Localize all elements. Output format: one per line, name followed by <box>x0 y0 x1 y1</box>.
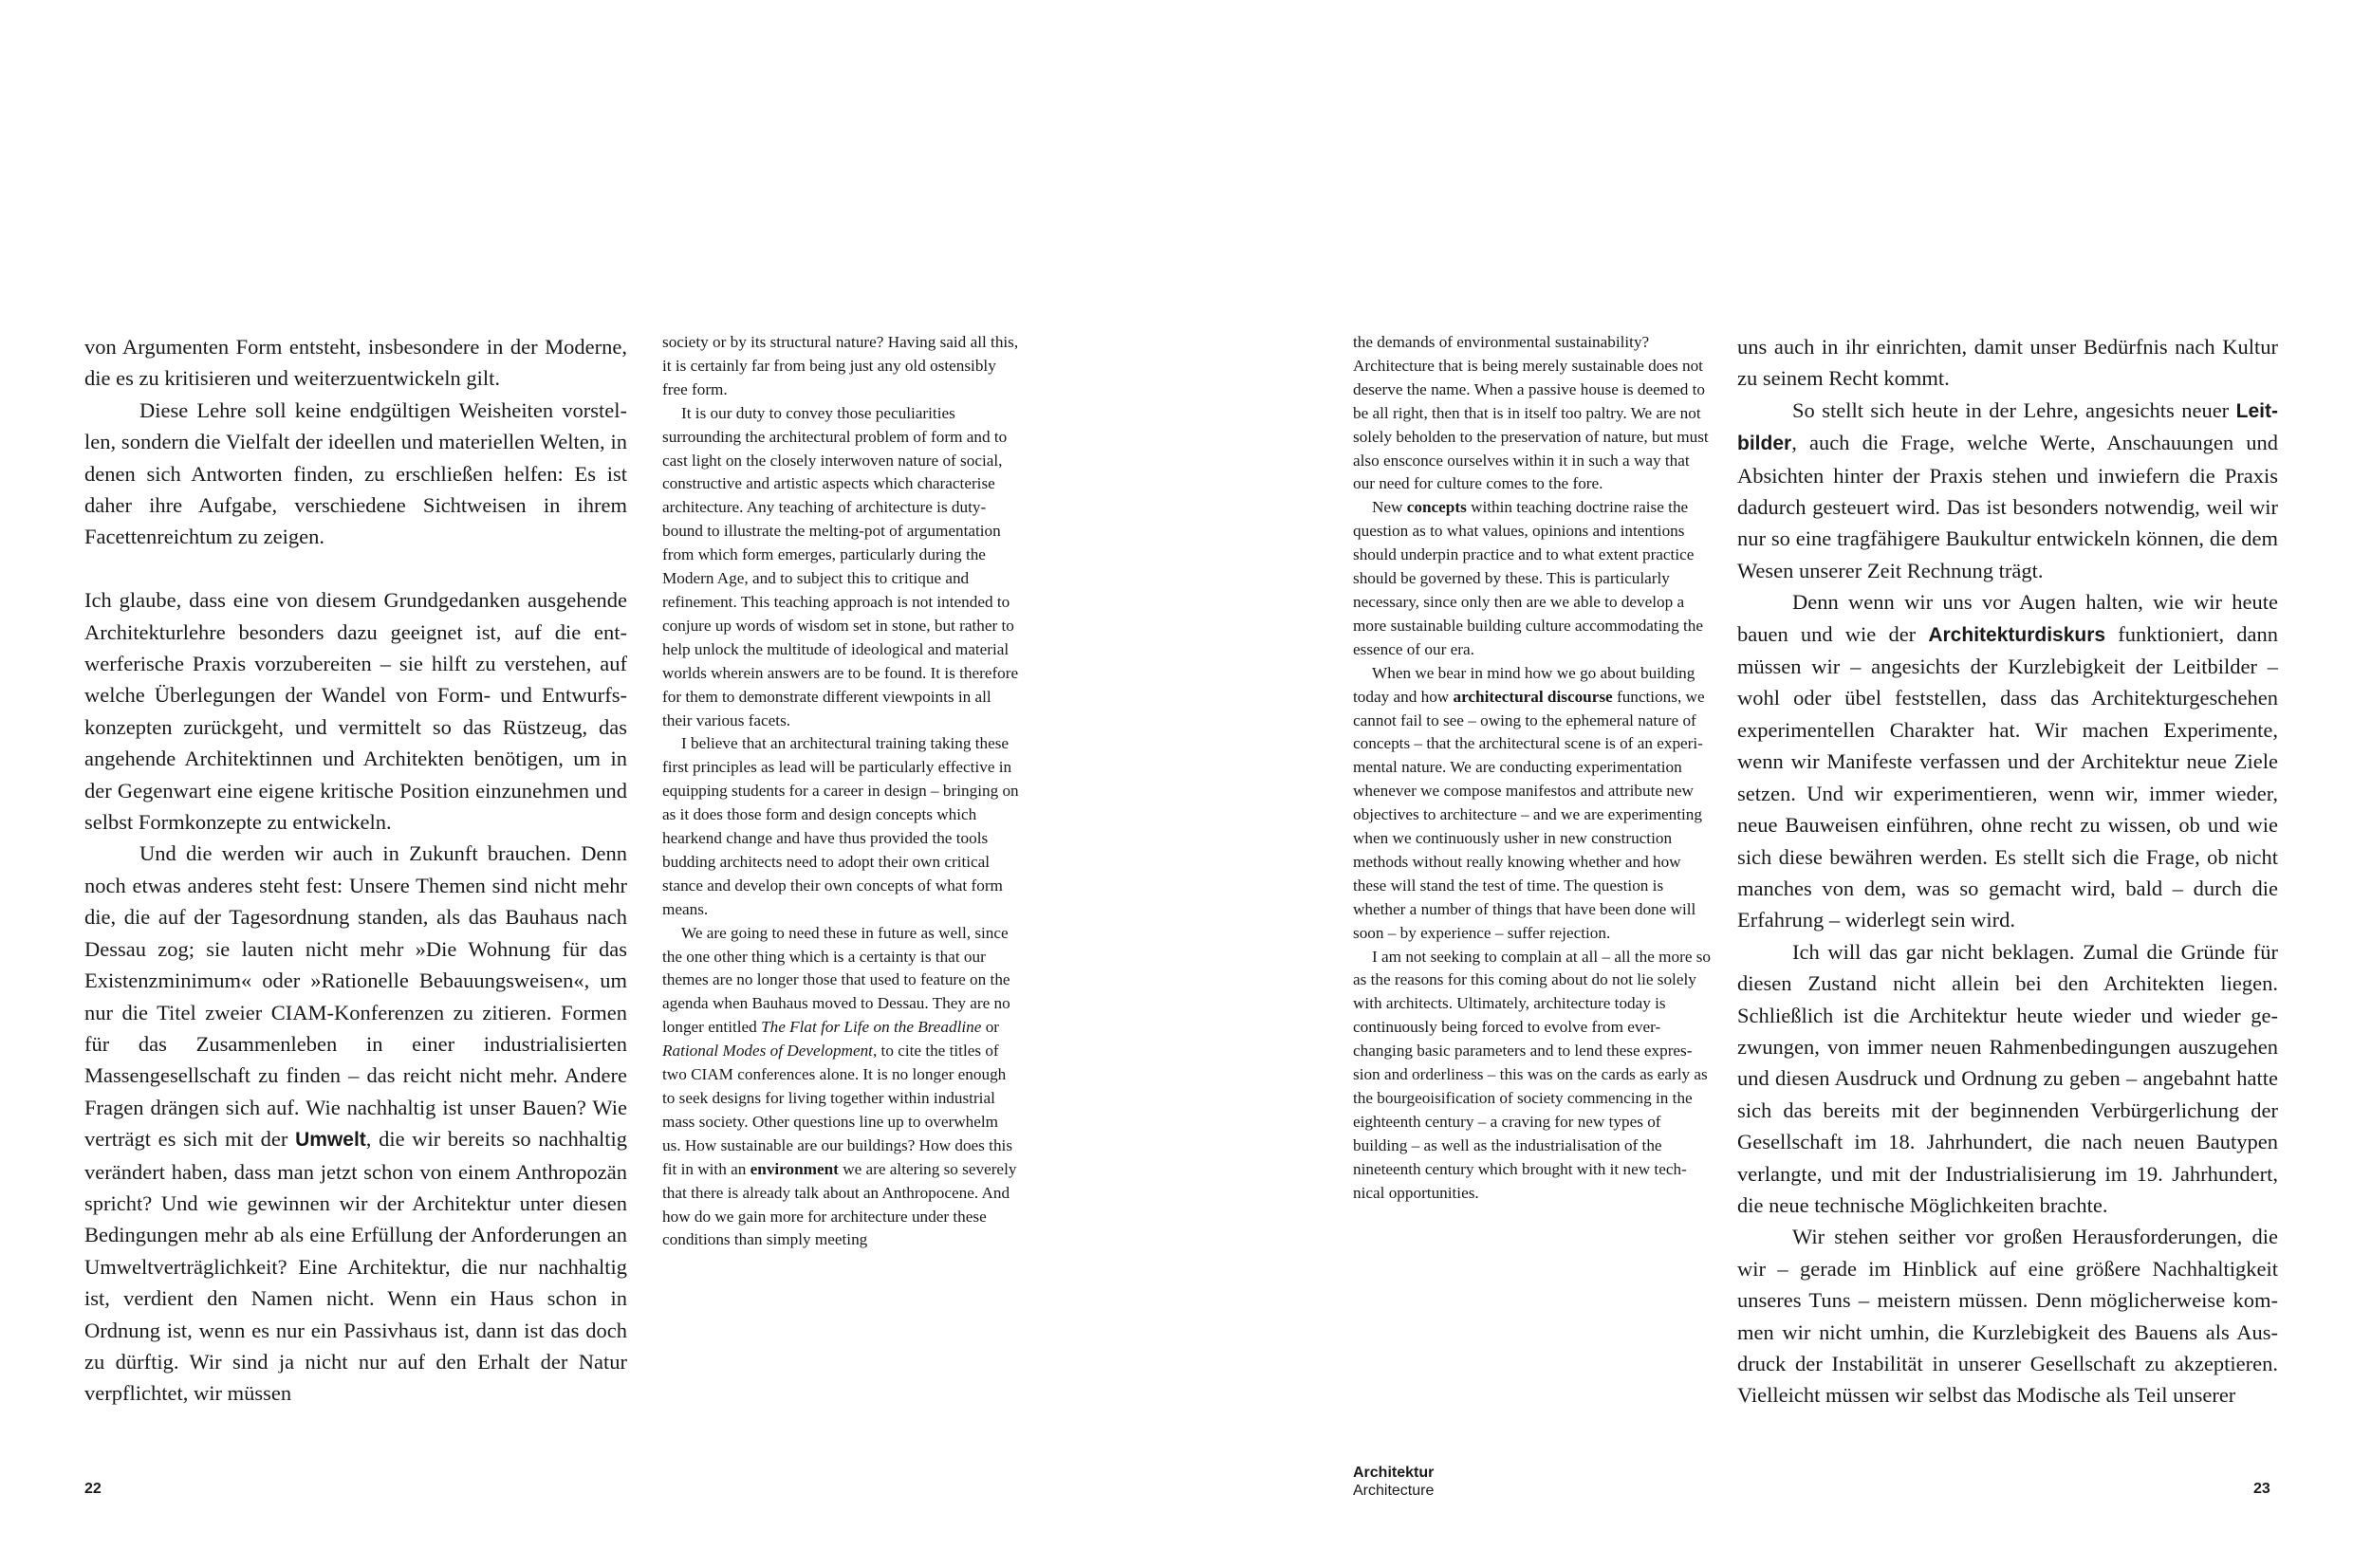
paragraph-text: New <box>1372 498 1407 517</box>
left-german-column <box>84 331 627 1410</box>
paragraph: I am not seeking to complain at all – all the more so as the reasons for this coming about do not lie solely with architects. Ultimately, architecture today is continuously being forced to evolve from ever-changing basic parameters and to lend these expression and orderliness – this was on the cards as early as the bourgeoisification of society commencing in the eighteenth century – a craving for new types of building – as well as the industrialisation of the nineteenth century which brought with it new technical opportunities. <box>1353 947 1712 1202</box>
right-german-column <box>1737 331 2278 1411</box>
paragraph-text: or <box>981 1018 1000 1037</box>
paragraph: von Argumenten Form entsteht, insbesondere in der Moderne, die es zu kritisieren und weiterzuentwickeln gilt. <box>84 335 627 391</box>
paragraph: Ich will das gar nicht beklagen. Zumal die Gründe für diesen Zustand nicht allein bei den Architekten liegen. Schließlich ist die Architektur heute wieder und wieder gezwungen, von immer neuen Rahmenbedingungen auszugehen und diesen Ausdruck und Ordnung zu geben – angebahnt hatte sich das bereits mit der beginnenden Verbürgerlichung der Gesellschaft im 18. Jahrhundert, die nach neuen Bautypen verlangte, und mit der Industrialisierung im 19. Jahrhundert, die neue technische Möglichkeiten brachte. <box>1737 939 2278 1217</box>
paragraph: Wir stehen seither vor großen Herausforderungen, die wir – gerade im Hinblick auf eine größere Nachhaltigkeit unseres Tuns – meistern müssen. Denn möglicherweise kommen wir nicht umhin, die Kurzlebigkeit des Bauens als Ausdruck der Instabilität in unserer Gesellschaft zu akzeptieren. Vielleicht müssen wir selbst das Modische als Teil unserer <box>1737 1225 2278 1408</box>
keyword-architectural-discourse: architectural discourse <box>1453 687 1613 706</box>
paragraph: It is our duty to convey those peculiarities surrounding the architectural problem of form and to cast light on the closely interwoven nature of social, constructive and artistic aspects which characterise architecture. Any teaching of architecture is duty-bound to illustrate the melting-pot of argumentation from which form emerges, particularly during the Modern Age, and to subject this to critique and refinement. This teaching approach is not intended to conjure up words of wisdom set in stone, but rather to help unlock the multitude of ideological and material worlds wherein answers are to be found. It is therefore for them to demonstrate different viewpoints in all their various facets. <box>662 403 1019 729</box>
paragraph <box>84 838 627 1409</box>
keyword-leitbilder: Leitbilder <box>1737 399 2278 455</box>
paragraph <box>1353 662 1712 946</box>
keyword-umwelt: Umwelt <box>295 1129 366 1152</box>
paragraph-text: Denn wenn wir uns vor Augen halten, wie wir heute bauen und wie der <box>1737 590 2278 646</box>
section-label-english: Architecture <box>1353 1483 1435 1499</box>
paragraph: I believe that an architectural training taking these first principles as lead will be particularly effective in equipping students for a career in design – bringing on as it does those form and design concepts which hearkend change and have thus provided the tools budding architects need to adopt their own critical stance and develop their own concepts of what form means. <box>662 734 1019 918</box>
keyword-environment: environment <box>750 1159 839 1178</box>
paragraph: uns auch in ihr einrichten, damit unser Bedürfnis nach Kultur zu seinem Recht kommt. <box>1737 335 2278 391</box>
paragraph-text: , to cite the titles of two CIAM conferences alone. It is no longer enough to seek designs for living together within industrial mass society. Other questions line up to overwhelm us. How sustainable are our buildings? How does this fit in with an <box>662 1042 1013 1178</box>
page-number-right: 23 <box>2253 1481 2270 1497</box>
left-english-column <box>662 331 1019 1252</box>
right-english-column <box>1353 331 1712 1206</box>
paragraph <box>1737 395 2278 586</box>
paragraph: Ich glaube, dass eine von diesem Grundgedanken ausgehende Architekturlehre besonders dazu geeignet ist, auf die entwerferische Praxis vorzubereiten – sie hilft zu verstehen, auf welche Überlegungen der Wandel von Form- und Entwurfskonzepten zurückgeht, und vermittelt so das Rüstzeug, das angehende Architektinnen und Architekten benötigen, um in der Gegenwart eine eigene kritische Position einzunehmen und selbst Formkonzepte zu entwickeln. <box>84 588 627 835</box>
paragraph-text: So stellt sich heute in der Lehre, angesichts neuer <box>1792 397 2236 422</box>
paragraph-text: Und die werden wir auch in Zukunft brauchen. Denn noch etwas anderes steht fest: Unsere Themen sind nicht mehr die, die auf der Tagesordnung standen, als das Bauhaus nach Dessau zog; sie lauten nicht mehr »Die Wohnung für das Existenzminimum« oder »Rationelle Bebauungsweisen«, um nur die Titel zweier CIAM-Konferenzen zu zitieren. Formen für das Zusammenleben in einer industrialisierten Massengesellschaft zu finden – das reicht nicht mehr. Andere Fragen drängen sich auf. Wie nachhaltig ist unser Bauen? Wie verträgt es sich mit der <box>84 841 627 1152</box>
paragraph-text: When we bear in mind how we go about building today and how <box>1353 663 1695 706</box>
paragraph: the demands of environmental sustainability? Architecture that is being merely sustainable does not deserve the name. When a passive house is deemed to be all right, then that is in itself too paltry. We are not solely beholden to the preservation of nature, but must also ensconce ourselves within it in such a way that our need for culture comes to the fore. <box>1353 333 1709 493</box>
paragraph: Diese Lehre soll keine endgültigen Weisheiten vorstellen, sondern die Vielfalt der ideellen und materiellen Welten, in denen sich Antworten finden, zu erschließen helfen: Es ist daher ihre Aufgabe, verschiedene Sichtweisen in ihrem Facettenreichtum zu zeigen. <box>84 397 627 549</box>
paragraph <box>1737 586 2278 935</box>
title-italic: The Flat for Life on the Breadline <box>761 1018 982 1037</box>
paragraph-text: , auch die Frage, welche Werte, Anschauungen und Absichten hinter der Praxis stehen und inwiefern die Praxis dadurch gesteuert wird. Das ist besonders notwendig, weil wir nur so eine tragfähigere Baukultur entwickeln können, die dem Wesen unserer Zeit Rechnung trägt. <box>1737 431 2278 582</box>
paragraph-text: funktioniert, dann müssen wir – angesichts der Kurzlebigkeit der Leitbilder – wohl oder übel feststellen, dass das Architekturgeschehen experimentellen Charakter hat. Wir machen Experimente, wenn wir Manifeste verfassen und der Architektur neue Ziele setzen. Und wir experimentieren, wenn wir, immer wieder, neue Bauweisen einführen, ohne recht zu wissen, ob und wie sich diese bewähren werden. Es stellt sich die Frage, ob nicht manches von dem, was so gemacht wird, bald – durch die Erfahrung – widerlegt sein wird. <box>1737 621 2278 932</box>
paragraph-text: we are altering so severely that there is already talk about an Anthropocene. And how do we gain more for architecture under these conditions than simply meeting <box>662 1159 1017 1249</box>
keyword-concepts: concepts <box>1406 498 1467 517</box>
paragraph <box>1353 496 1712 661</box>
paragraph: society or by its structural nature? Having said all this, it is certainly far from being just any old ostensibly free form. <box>662 333 1019 398</box>
section-label <box>1353 1464 1434 1500</box>
title-italic: Rational Modes of Development <box>662 1042 873 1061</box>
paragraph-text: We are going to need these in future as well, since the one other thing which is a certainty is that our themes are no longer those that used to feature on the agenda when Bauhaus moved to Dessau. They are no longer entitled <box>662 923 1010 1037</box>
paragraph <box>662 922 1019 1253</box>
paragraph-text: within teaching doctrine raise the question as to what values, opinions and intentions should underpin practice and to what extent practice should be governed by these. This is particularly necessary, since only then are we able to develop a more sustainable building culture accommodating the essence of our era. <box>1353 498 1703 658</box>
paragraph-text: functions, we cannot fail to see – owing to the ephemeral nature of concepts – that the architectural scene is of an experimental nature. We are conducting experimentation whenever we compose manifestos and attribute new objectives to architecture – and we are experimenting when we continuously usher in new construction methods without really knowing whether and how these will stand the test of time. The question is whether a number of things that have been done will soon – by experience – suffer rejection. <box>1353 687 1705 942</box>
page-number-left: 22 <box>84 1481 102 1497</box>
paragraph-text: , die wir bereits so nachhaltig verändert haben, dass man jetzt schon von einem Anthropozän spricht? Und wie gewinnen wir der Architektur unter diesen Bedingungen mehr ab als eine Erfüllung der Anforderungen an Umweltverträglichkeit? Eine Architektur, die nur nachhaltig ist, verdient den Namen nicht. Wenn ein Haus schon in Ordnung ist, wenn es nur ein Passivhaus ist, dann ist das doch zu dürftig. Wir sind ja nicht nur auf den Erhalt der Natur verpflichtet, wir müssen <box>84 1127 627 1406</box>
keyword-architekturdiskurs: Architekturdiskurs <box>1928 623 2106 646</box>
section-label-german: Architektur <box>1353 1465 1435 1481</box>
